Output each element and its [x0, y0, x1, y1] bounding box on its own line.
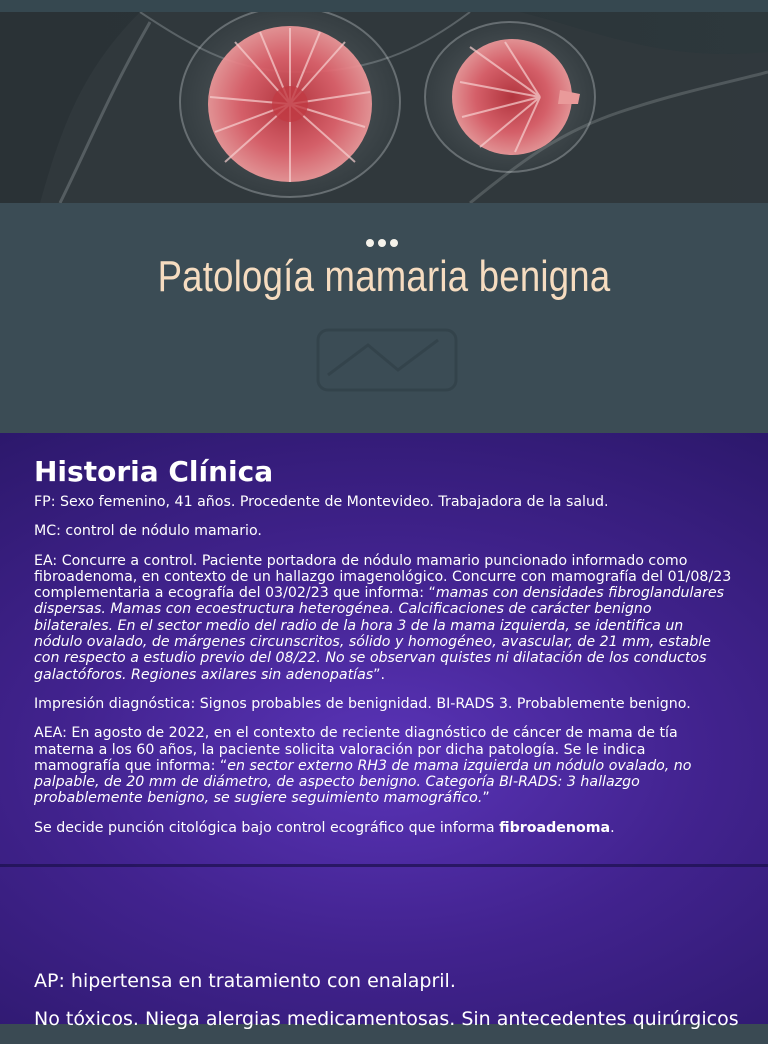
- mc-paragraph: MC: control de nódulo mamario.: [34, 523, 262, 540]
- aea-quote: en sector externo RH3 de mama izquierda un nódulo ovalado, no palpable, de 20 mm de diámetro, de aspecto benigno. Categoría BI-RADS: 3 hallazgo probablemente benigno, se sugiere seguimiento mamográfico.: [34, 757, 692, 807]
- slide-title: Patología mamaria benigna: [157, 252, 611, 301]
- antecedentes-text: [34, 968, 768, 1044]
- top-strip: [0, 0, 768, 12]
- puncion-result: fibroadenoma: [499, 819, 611, 836]
- fp-paragraph: FP: Sexo femenino, 41 años. Procedente de Montevideo. Trabajadora de la salud.: [34, 494, 609, 510]
- clinical-history-text: [34, 494, 734, 849]
- aea-paragraph: [34, 725, 734, 806]
- ea-quote: mamas con densidades fibroglandulares dispersas. Mamas con ecoestructura heterogénea. Calcificaciones de carácter benigno bilaterales. En el sector medio del radio de la hora 3 de la mama izquierda, se identifica un nódulo ovalado, de márgenes circunscritos, sólido y homogéneo, avascular, de 21 mm, estable con respecto a estudio previo del 08/22. No se observan quistes ni dilatación de los conductos galactóforos. Regiones axilares sin adenopatías: [34, 585, 725, 683]
- ea-text: EA: Concurre a control. Paciente portadora de nódulo mamario puncionado informado como fibroadenoma, en contexto de un hallazgo imagenológico. Concurre con mamografía del 01/08/23 complementaria a ecografía del 03/02/23 que informa: “: [34, 552, 732, 602]
- ea-paragraph: [34, 553, 734, 683]
- puncion-paragraph: [34, 820, 734, 836]
- ellipsis-icon: [366, 236, 402, 250]
- aea-text: AEA: En agosto de 2022, en el contexto de reciente diagnóstico de cáncer de mama de tía materna a los 60 años, la paciente solicita valoración por dicha patología. Se le indica mamografía que informa: “: [34, 725, 678, 774]
- ap-line: AP: hipertensa en tratamiento con enalapril.: [34, 970, 456, 992]
- slide-divider: [0, 864, 768, 867]
- left-gland-lobes: [208, 26, 372, 182]
- aea-close: ”: [482, 790, 490, 807]
- toxicos-line: No tóxicos. Niega alergias medicamentosas. Sin antecedentes quirúrgicos: [34, 1008, 739, 1030]
- ea-close: ”.: [373, 666, 386, 683]
- faint-logo-icon: [308, 320, 466, 400]
- puncion-close: .: [610, 819, 615, 836]
- impresion-paragraph: Impresión diagnóstica: Signos probables de benignidad. BI-RADS 3. Probablemente benigno.: [34, 695, 691, 712]
- puncion-text: Se decide punción citológica bajo control ecográfico que informa: [34, 819, 500, 836]
- anatomy-illustration-svg: [0, 12, 768, 203]
- section-heading: Historia Clínica: [34, 455, 274, 488]
- breast-anatomy-illustration: [0, 12, 768, 203]
